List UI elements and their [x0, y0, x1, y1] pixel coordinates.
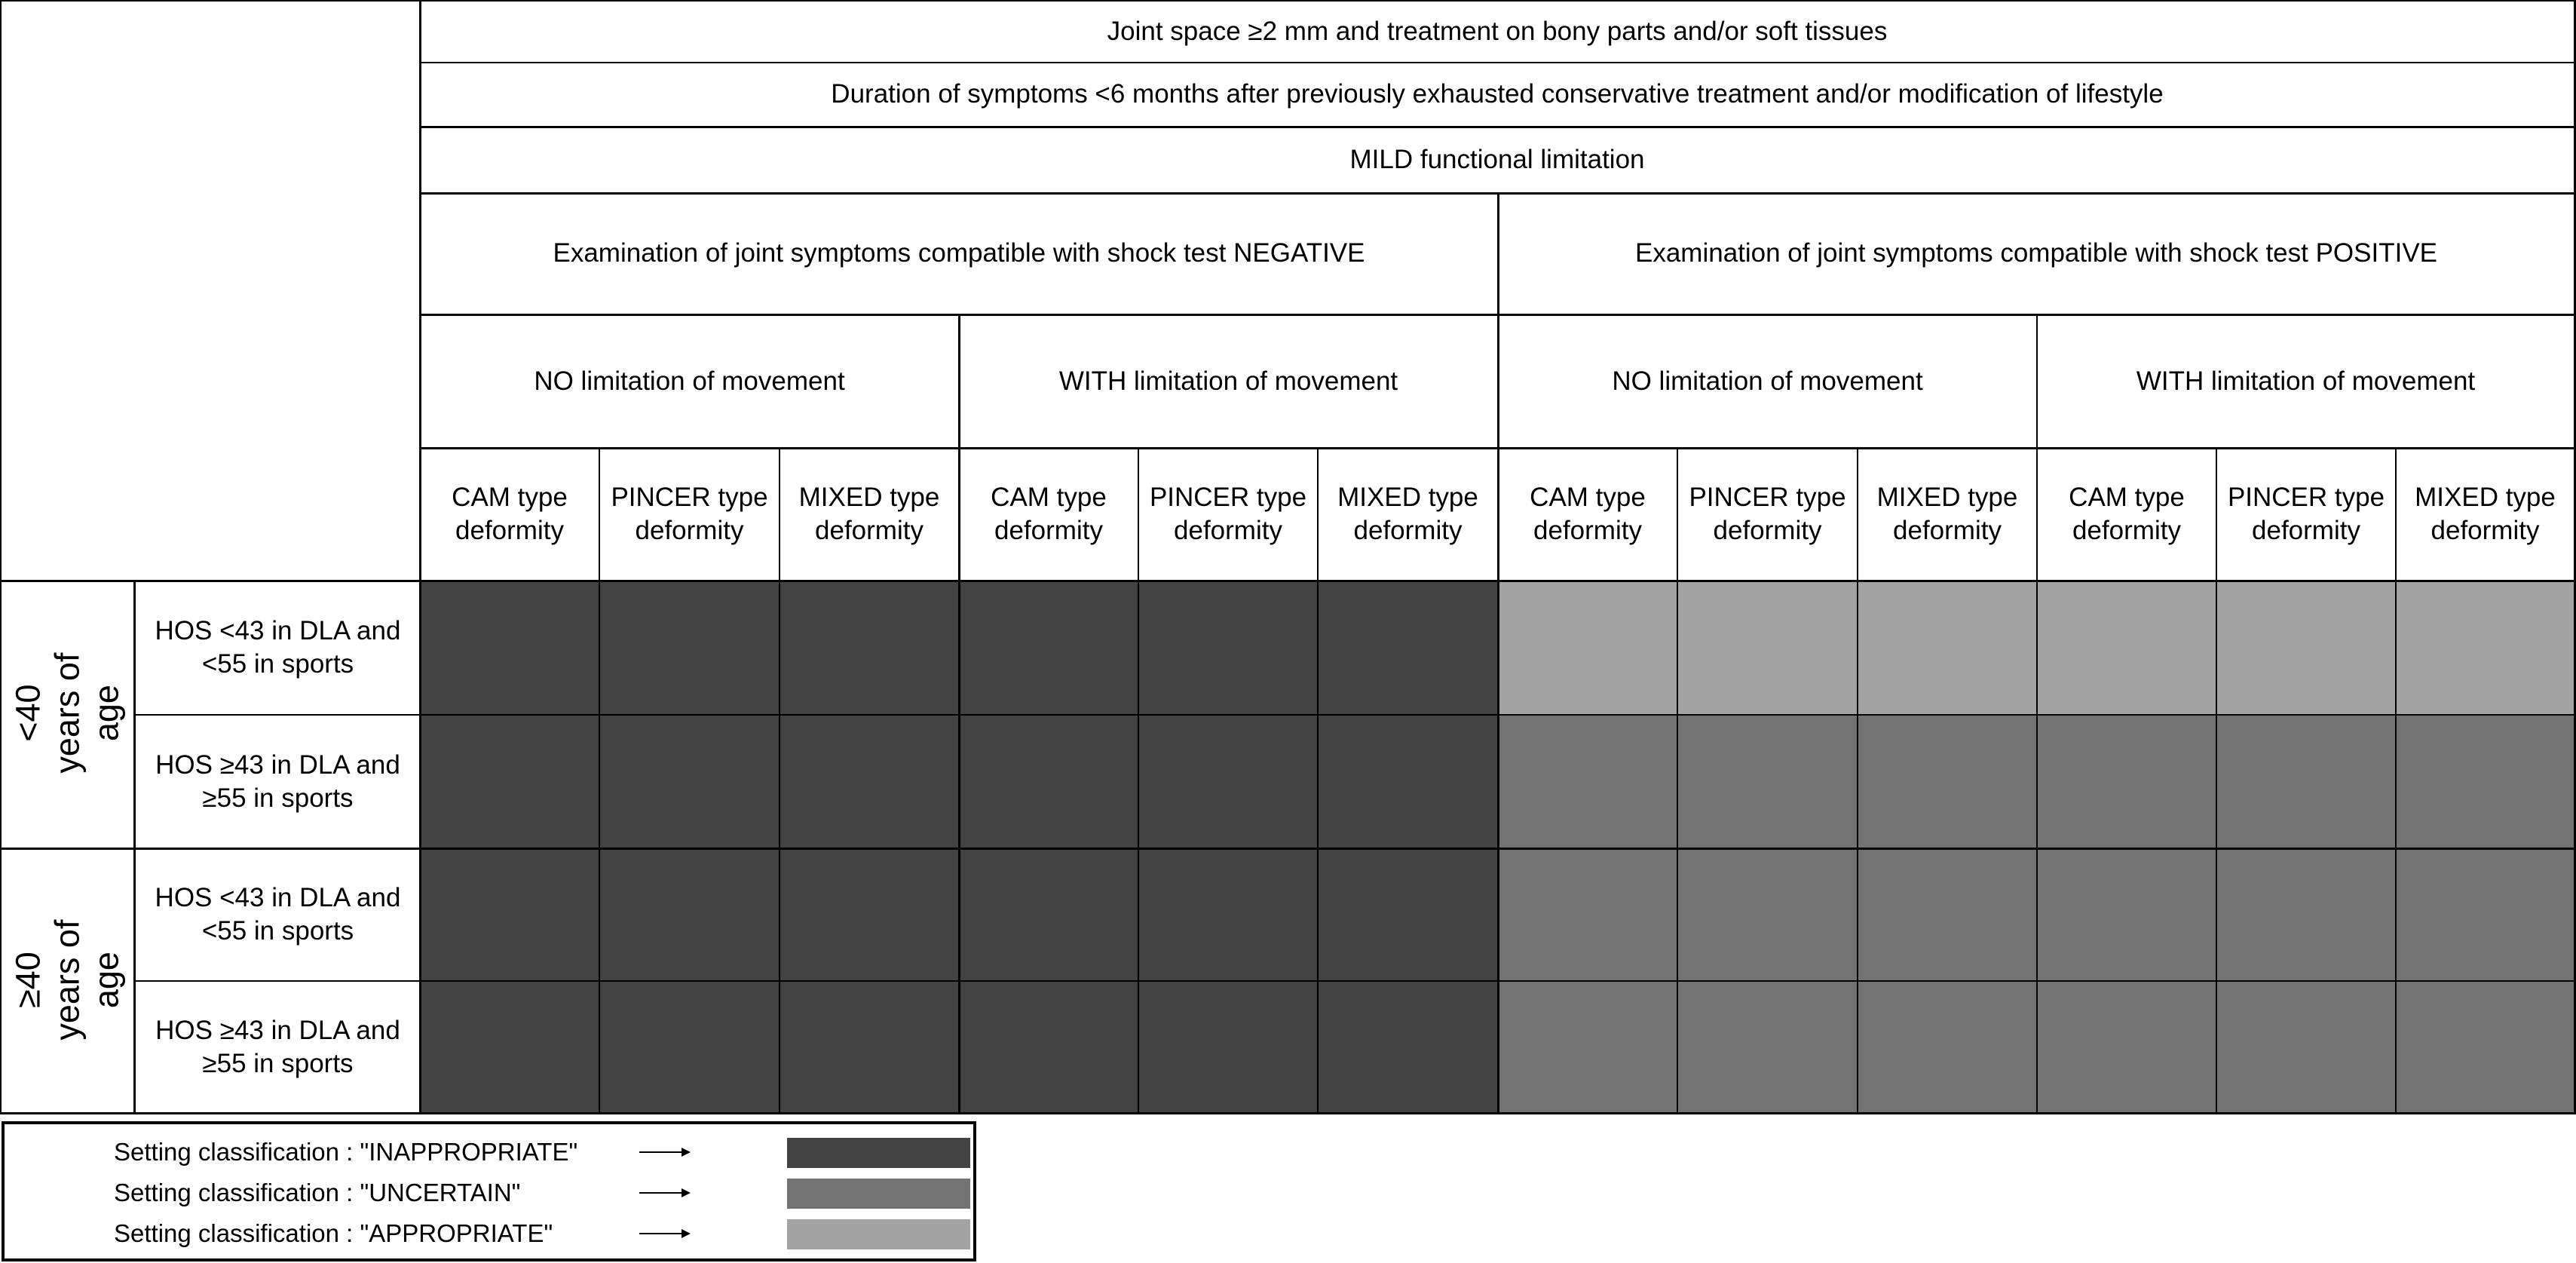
header-movement-4: WITH limitation of movement: [2136, 366, 2476, 396]
legend-label: Setting classification : "INAPPROPRIATE": [114, 1138, 578, 1166]
grid-cell: [1498, 715, 1677, 848]
grid-line: [420, 62, 2576, 63]
grid-line: [1857, 448, 1858, 1113]
grid-cell: [599, 981, 780, 1113]
legend-item-inappropriate: [5, 1133, 973, 1171]
grid-cell: [2037, 848, 2216, 981]
legend-swatch: [787, 1179, 970, 1209]
grid-cell: [2216, 981, 2396, 1113]
header-deformity-10: CAM type deformity: [2069, 482, 2185, 545]
arrow-icon: [639, 1151, 689, 1153]
header-deformity-12: MIXED type deformity: [2415, 482, 2556, 545]
hos-row-2: HOS ≥43 in DLA and ≥55 in sports: [155, 750, 400, 813]
grid-line: [420, 126, 2576, 128]
grid-cell: [1677, 981, 1858, 1113]
header-functional-limitation: MILD functional limitation: [1349, 144, 1645, 174]
grid-cell: [599, 848, 780, 981]
grid-cell: [2216, 715, 2396, 848]
grid-cell: [1138, 581, 1318, 715]
grid-cell: [959, 981, 1138, 1113]
grid-cell: [2037, 981, 2216, 1113]
age-group-40-plus: ≥40 years of age: [8, 919, 125, 1041]
grid-cell: [1318, 981, 1498, 1113]
header-duration: Duration of symptoms <6 months after previously exhausted conservative treatment and/or modification of lifestyle: [831, 79, 2164, 109]
header-deformity-7: CAM type deformity: [1530, 482, 1646, 545]
grid-line: [0, 580, 2576, 582]
hos-row-1: HOS <43 in DLA and <55 in sports: [155, 615, 401, 679]
grid-line: [133, 581, 136, 1113]
header-deformity-9: MIXED type deformity: [1876, 482, 2018, 545]
grid-cell: [1858, 715, 2037, 848]
grid-line: [0, 848, 2576, 850]
grid-cell: [780, 581, 959, 715]
header-deformity-2: PINCER type deformity: [611, 482, 768, 545]
grid-line: [136, 980, 2576, 982]
grid-cell: [1677, 581, 1858, 715]
grid-line: [2395, 448, 2397, 1113]
grid-cell: [2037, 581, 2216, 715]
grid-cell: [959, 715, 1138, 848]
grid-cell: [1138, 715, 1318, 848]
grid-line: [0, 1112, 2576, 1114]
grid-cell: [1498, 581, 1677, 715]
grid-cell: [1498, 848, 1677, 981]
grid-line: [1677, 448, 1678, 1113]
hos-row-4: HOS ≥43 in DLA and ≥55 in sports: [155, 1015, 400, 1078]
grid-cell: [1858, 581, 2037, 715]
header-exam-positive: Examination of joint symptoms compatible with shock test POSITIVE: [1634, 238, 2438, 268]
grid-cell: [2216, 581, 2396, 715]
grid-line: [0, 0, 2, 1113]
grid-cell: [1318, 848, 1498, 981]
header-joint-space: Joint space ≥2 mm and treatment on bony parts and/or soft tissues: [1107, 17, 1888, 47]
grid-cell: [2216, 848, 2396, 981]
header-deformity-1: CAM type deformity: [452, 482, 568, 545]
grid-line: [779, 448, 780, 1113]
grid-cell: [780, 848, 959, 981]
grid-cell: [1318, 581, 1498, 715]
legend-item-uncertain: [5, 1174, 973, 1212]
grid-cell: [2396, 981, 2574, 1113]
age-group-under-40: <40 years of age: [8, 652, 125, 774]
legend-label: Setting classification : "UNCERTAIN": [114, 1179, 521, 1206]
grid-cell: [420, 715, 599, 848]
legend-item-appropriate: [5, 1215, 973, 1252]
header-movement-3: NO limitation of movement: [1612, 366, 1923, 396]
grid-cell: [1318, 715, 1498, 848]
grid-cell: [2396, 581, 2574, 715]
grid-cell: [2396, 715, 2574, 848]
grid-cell: [1858, 981, 2037, 1113]
grid-cell: [780, 715, 959, 848]
legend-swatch: [787, 1138, 970, 1168]
grid-line: [599, 448, 600, 1113]
legend: [2, 1121, 976, 1261]
grid-cell: [599, 715, 780, 848]
grid-line: [0, 0, 2576, 2]
header-deformity-5: PINCER type deformity: [1149, 482, 1307, 545]
grid-cell: [1498, 981, 1677, 1113]
grid-line: [136, 714, 2576, 716]
grid-line: [2216, 448, 2217, 1113]
grid-cell: [420, 581, 599, 715]
grid-cell: [959, 581, 1138, 715]
grid-cell: [420, 848, 599, 981]
grid-cell: [2037, 715, 2216, 848]
grid-cell: [599, 581, 780, 715]
header-movement-2: WITH limitation of movement: [1058, 366, 1398, 396]
legend-swatch: [787, 1219, 970, 1249]
grid-cell: [420, 981, 599, 1113]
header-deformity-11: PINCER type deformity: [2227, 482, 2385, 545]
header-exam-negative: Examination of joint symptoms compatible with shock test NEGATIVE: [553, 238, 1365, 268]
header-deformity-6: MIXED type deformity: [1337, 482, 1478, 545]
arrow-icon: [639, 1233, 689, 1234]
grid-line: [419, 0, 421, 1113]
grid-cell: [1858, 848, 2037, 981]
header-deformity-8: PINCER type deformity: [1689, 482, 1846, 545]
hos-row-3: HOS <43 in DLA and <55 in sports: [155, 882, 401, 946]
header-deformity-4: CAM type deformity: [991, 482, 1107, 545]
grid-line: [1317, 448, 1319, 1113]
arrow-icon: [639, 1192, 689, 1194]
grid-cell: [780, 981, 959, 1113]
grid-cell: [1138, 848, 1318, 981]
grid-cell: [2396, 848, 2574, 981]
grid-cell: [959, 848, 1138, 981]
grid-line: [2574, 0, 2576, 1113]
grid-cell: [1677, 715, 1858, 848]
grid-cell: [1677, 848, 1858, 981]
grid-line: [1497, 193, 1499, 1113]
legend-label: Setting classification : "APPROPRIATE": [114, 1219, 553, 1247]
grid-line: [1138, 448, 1139, 1113]
header-deformity-3: MIXED type deformity: [798, 482, 940, 545]
grid-cell: [1138, 981, 1318, 1113]
header-movement-1: NO limitation of movement: [534, 366, 845, 396]
